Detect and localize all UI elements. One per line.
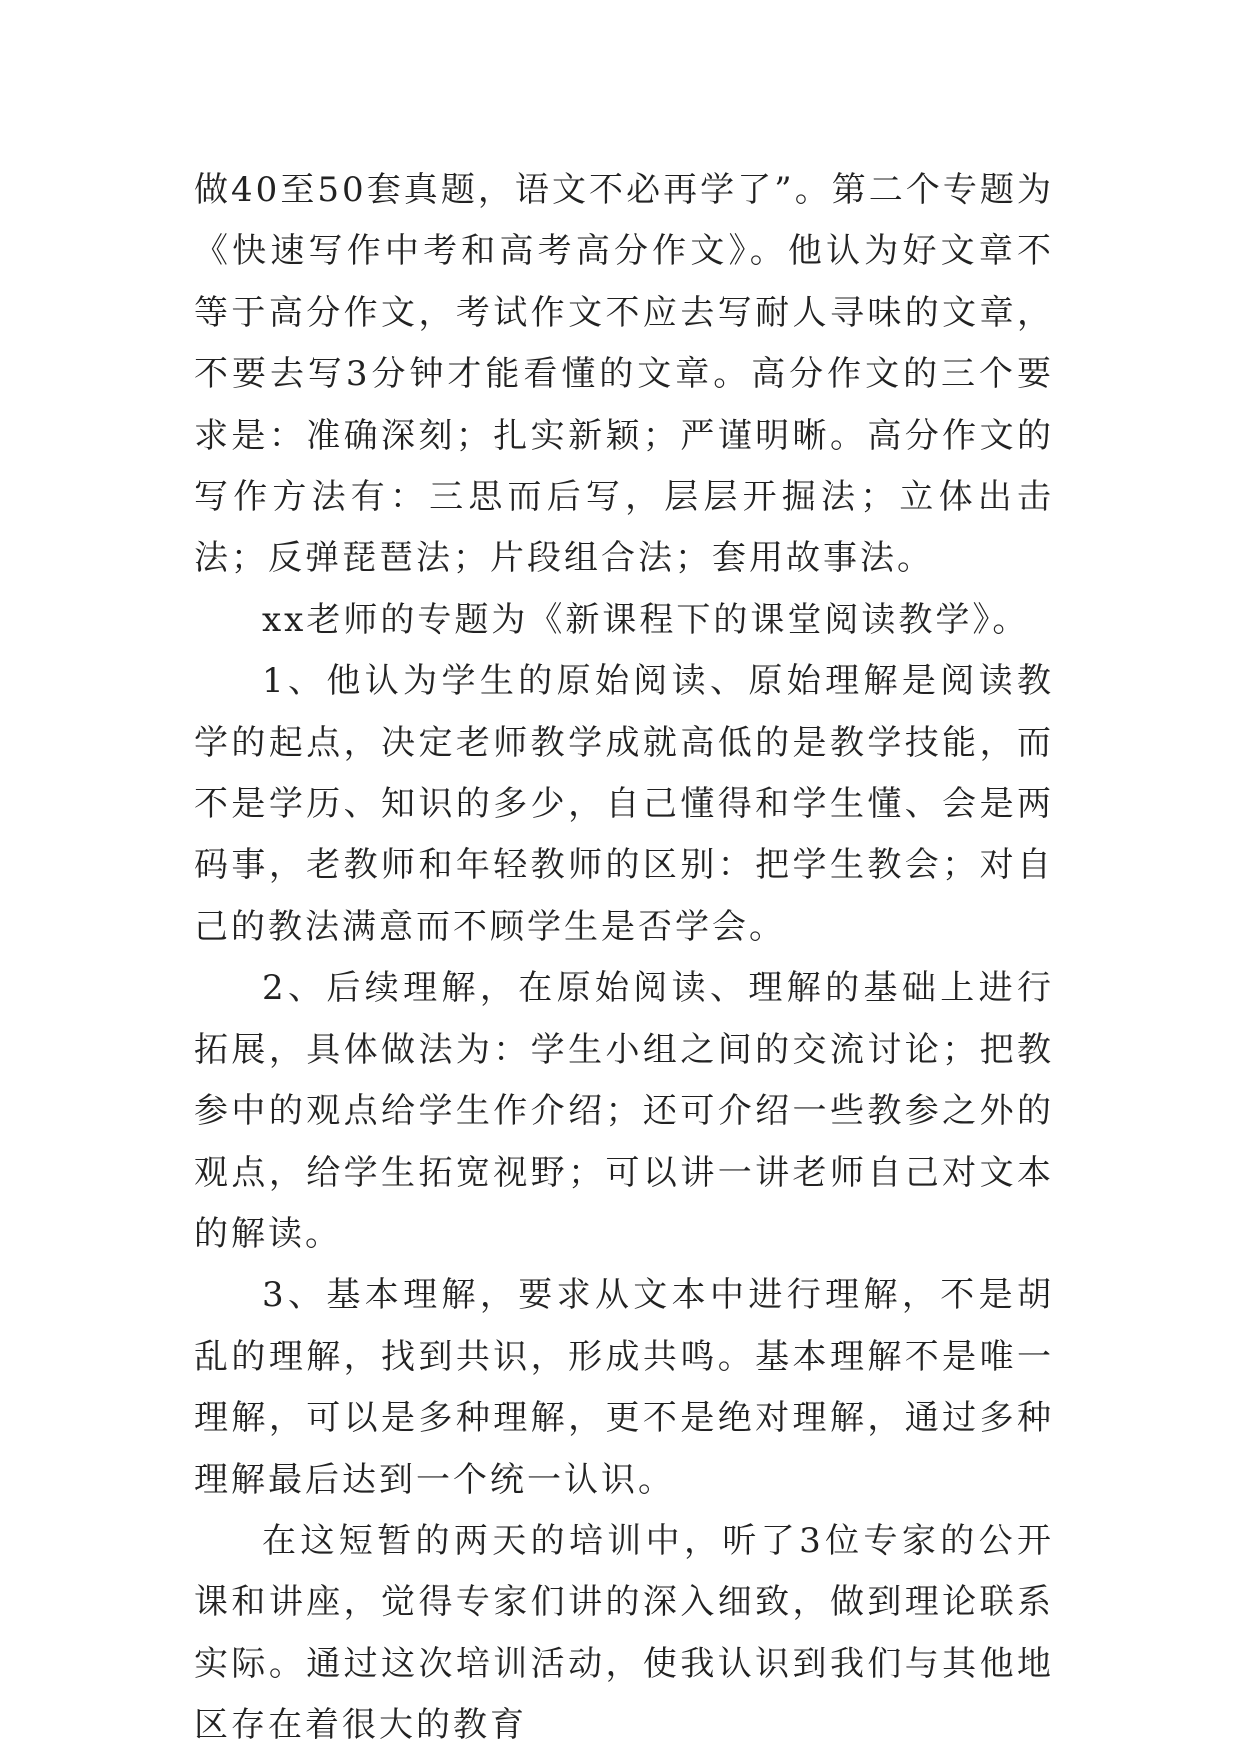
paragraph-point-1: 1、他认为学生的原始阅读、原始理解是阅读教学的起点，决定老师教学成就高低的是教学技能，而不是学历、知识的多少，自己懂得和学生懂、会是两码事，老教师和年轻教师的区别：把学生教会；对自己的教法满意而不顾学生是否学会。	[194, 661, 1054, 947]
paragraph-point-3: 3、基本理解，要求从文本中进行理解，不是胡乱的理解，找到共识，形成共鸣。基本理解不是唯一理解，可以是多种理解，更不是绝对理解，通过多种理解最后达到一个统一认识。	[194, 1275, 1054, 1500]
paragraph-point-2: 2、后续理解，在原始阅读、理解的基础上进行拓展，具体做法为：学生小组之间的交流讨论；把教参中的观点给学生作介绍；还可介绍一些教参之外的观点，给学生拓宽视野；可以讲一讲老师自己对文本的解读。	[194, 968, 1054, 1254]
paragraph-topic-heading: xx老师的专题为《新课程下的课堂阅读教学》。	[262, 599, 1030, 640]
document-body	[194, 160, 1054, 1757]
paragraph-continuation: 做40至50套真题，语文不必再学了”。第二个专题为《快速写作中考和高考高分作文》。他认为好文章不等于高分作文，考试作文不应去写耐人寻味的文章，不要去写3分钟才能看懂的文章。高分作文的三个要求是：准确深刻；扎实新颖；严谨明晰。高分作文的写作方法有：三思而后写，层层开掘法；立体出击法；反弹琵琶法；片段组合法；套用故事法。	[194, 170, 1054, 579]
paragraph-summary: 在这短暂的两天的培训中，听了3位专家的公开课和讲座，觉得专家们讲的深入细致，做到理论联系实际。通过这次培训活动，使我认识到我们与其他地区存在着很大的教育	[194, 1520, 1054, 1746]
